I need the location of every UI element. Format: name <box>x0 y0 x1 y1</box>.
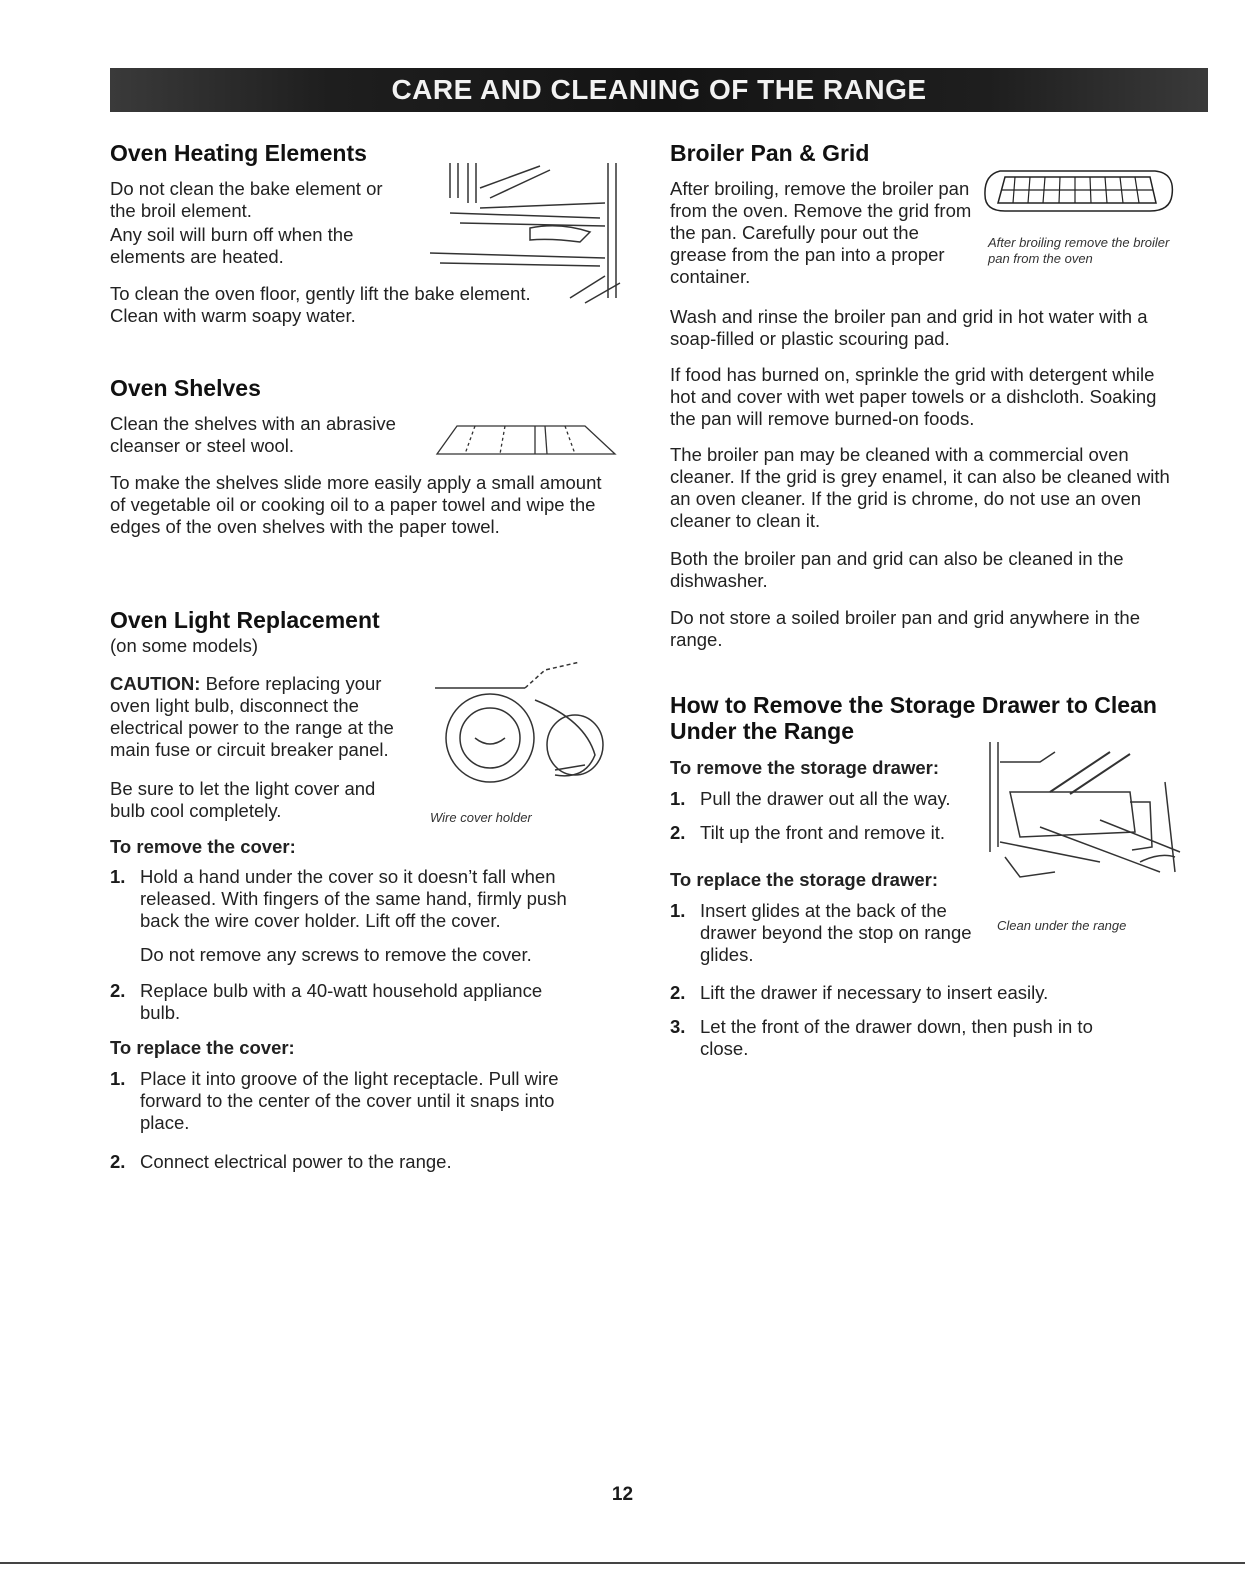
light-caption: Wire cover holder <box>430 810 532 825</box>
storage-drawer-illustration <box>980 732 1190 882</box>
heating-p3: To clean the oven floor, gently lift the bake element. Clean with warm soapy water. <box>110 283 531 326</box>
light-cover-illustration <box>425 660 610 795</box>
light-p2: Be sure to let the light cover and bulb cool completely. <box>110 778 376 821</box>
remove-step-1-num: 1. <box>110 866 126 887</box>
heating-p1: Do not clean the bake element or the broil element. <box>110 178 383 221</box>
oven-element-illustration <box>420 158 630 313</box>
drawer-replace-1: Insert glides at the back of the drawer beyond the stop on range glides. <box>700 900 972 965</box>
bottom-rule <box>0 1562 1245 1564</box>
replace-step-1-num: 1. <box>110 1068 126 1089</box>
drawer-heading: How to Remove the Storage Drawer to Clean Under the Range <box>670 692 1157 744</box>
replace-step-2: Connect electrical power to the range. <box>140 1151 452 1172</box>
remove-step-2: Replace bulb with a 40-watt household appliance bulb. <box>140 980 543 1023</box>
caution-text: Before replacing your oven light bulb, disconnect the electrical power to the range at the main fuse or circuit breaker panel. <box>110 673 394 760</box>
caution-paragraph <box>110 673 420 761</box>
heating-heading: Oven Heating Elements <box>110 140 367 166</box>
broiler-p4: The broiler pan may be cleaned with a commercial oven cleaner. If the grid is grey enamel, it can also be cleaned with an oven cleaner. If the grid is chrome, do not use an oven cleaner to clean it. <box>670 444 1170 531</box>
drawer-replace-2-num: 2. <box>670 982 686 1003</box>
heating-p2: Any soil will burn off when the elements are heated. <box>110 224 354 267</box>
broiler-p2: Wash and rinse the broiler pan and grid in hot water with a soap-filled or plastic scouring pad. <box>670 306 1148 349</box>
broiler-p3: If food has burned on, sprinkle the grid with detergent while hot and cover with wet paper towels or a dishcloth. Soaking the pan will remove burned-on foods. <box>670 364 1157 429</box>
light-subtitle: (on some models) <box>110 635 259 656</box>
remove-step-1: Hold a hand under the cover so it doesn’t fall when released. With fingers of the same hand, firmly push back the wire cover holder. Lift off the cover. <box>140 866 567 931</box>
broiler-heading: Broiler Pan & Grid <box>670 140 870 166</box>
shelves-heading: Oven Shelves <box>110 375 261 401</box>
broiler-p1: After broiling, remove the broiler pan from the oven. Remove the grid from the pan. Carefully pour out the grease from the pan into a proper container. <box>670 178 972 287</box>
broiler-pan-illustration <box>980 165 1180 225</box>
drawer-replace-3-num: 3. <box>670 1016 686 1037</box>
shelves-p1: Clean the shelves with an abrasive cleanser or steel wool. <box>110 413 396 456</box>
light-heading: Oven Light Replacement <box>110 607 380 633</box>
remove-drawer-heading: To remove the storage drawer: <box>670 757 940 778</box>
page-number: 12 <box>611 1484 634 1505</box>
broiler-caption: After broiling remove the broiler pan from the oven <box>988 235 1170 266</box>
drawer-remove-2: Tilt up the front and remove it. <box>700 822 946 843</box>
remove-note: Do not remove any screws to remove the cover. <box>140 944 532 965</box>
drawer-remove-1: Pull the drawer out all the way. <box>700 788 951 809</box>
drawer-remove-2-num: 2. <box>670 822 686 843</box>
replace-cover-heading: To replace the cover: <box>110 1037 295 1058</box>
replace-drawer-heading: To replace the storage drawer: <box>670 869 938 890</box>
oven-shelf-illustration <box>435 420 620 460</box>
drawer-replace-1-num: 1. <box>670 900 686 921</box>
page-title: CARE AND CLEANING OF THE RANGE <box>391 74 927 105</box>
broiler-p6: Do not store a soiled broiler pan and grid anywhere in the range. <box>670 607 1140 650</box>
caution-label: CAUTION: <box>110 673 201 694</box>
section-banner <box>110 68 1208 112</box>
drawer-replace-3: Let the front of the drawer down, then push in to close. <box>700 1016 1093 1059</box>
drawer-replace-2: Lift the drawer if necessary to insert easily. <box>700 982 1049 1003</box>
replace-step-2-num: 2. <box>110 1151 126 1172</box>
shelves-p2: To make the shelves slide more easily apply a small amount of vegetable oil or cooking oil to a paper towel and wipe the edges of the oven shelves with the paper towel. <box>110 472 602 537</box>
drawer-caption: Clean under the range <box>997 918 1127 933</box>
drawer-remove-1-num: 1. <box>670 788 686 809</box>
remove-step-2-num: 2. <box>110 980 126 1001</box>
replace-step-1: Place it into groove of the light receptacle. Pull wire forward to the center of the cover until it snaps into place. <box>140 1068 559 1133</box>
remove-cover-heading: To remove the cover: <box>110 836 296 857</box>
broiler-p5: Both the broiler pan and grid can also be cleaned in the dishwasher. <box>670 548 1124 591</box>
